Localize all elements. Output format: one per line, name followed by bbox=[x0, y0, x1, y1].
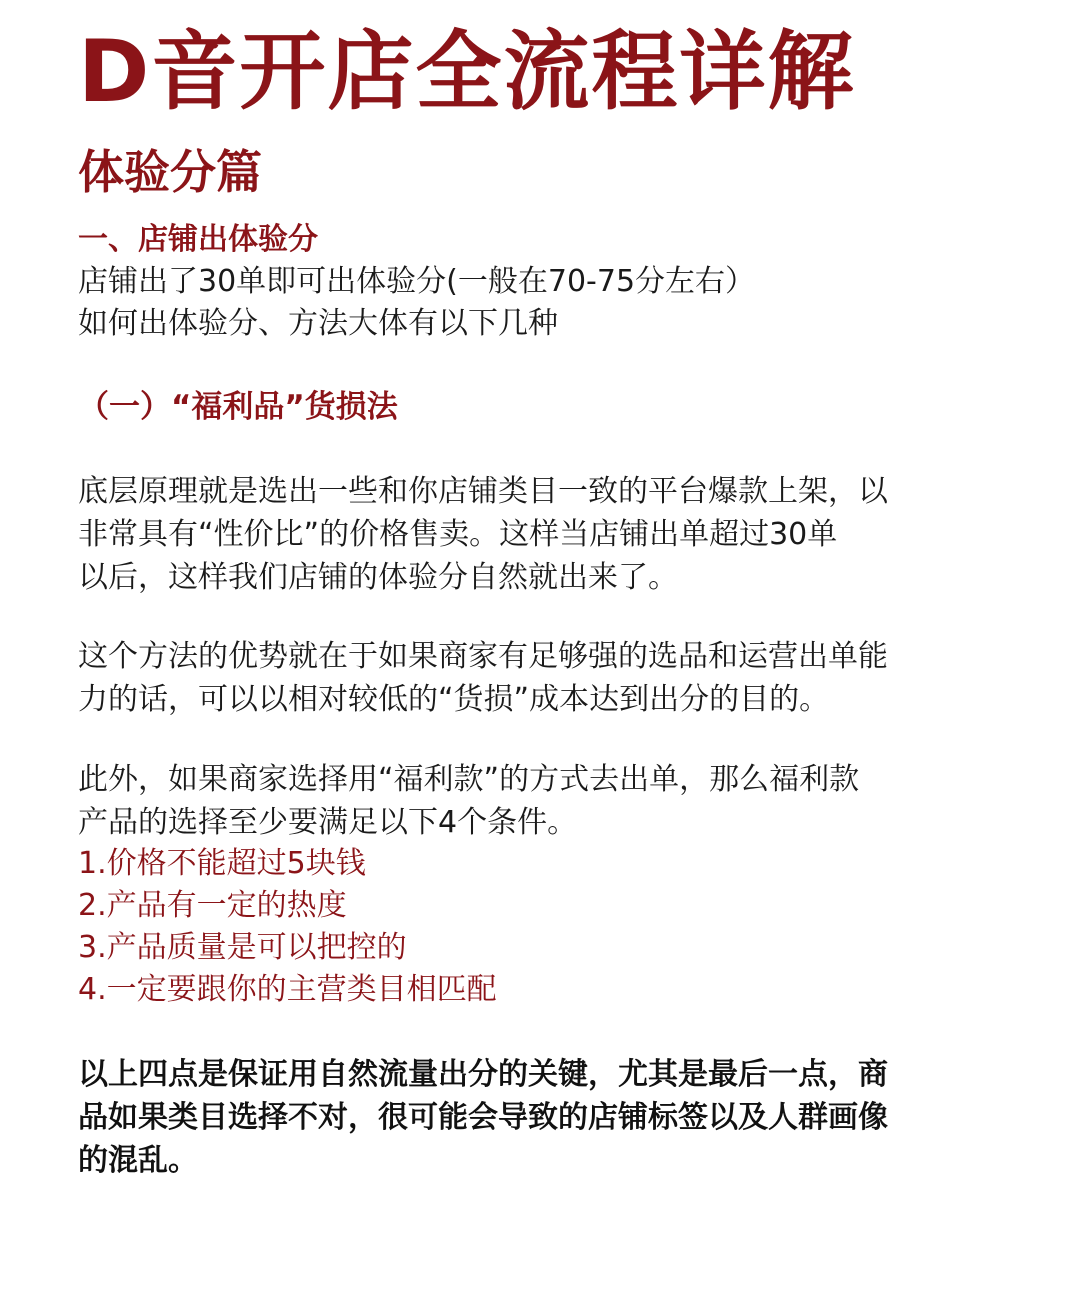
page-subtitle: 体验分篇 bbox=[78, 145, 262, 199]
paragraph-line: 这个方法的优势就在于如果商家有足够强的选品和运营出单能 bbox=[78, 639, 888, 674]
summary-line: 以上四点是保证用自然流量出分的关键，尤其是最后一点，商 bbox=[78, 1057, 888, 1092]
summary-line: 的混乱。 bbox=[78, 1143, 198, 1178]
summary-line: 品如果类目选择不对，很可能会导致的店铺标签以及人群画像 bbox=[78, 1100, 888, 1135]
condition-item: 1.价格不能超过5块钱 bbox=[78, 846, 366, 881]
paragraph-line: 以后，这样我们店铺的体验分自然就出来了。 bbox=[78, 560, 678, 595]
condition-item: 4.一定要跟你的主营类目相匹配 bbox=[78, 972, 497, 1007]
paragraph-line: 产品的选择至少要满足以下4个条件。 bbox=[78, 805, 578, 840]
paragraph-advantage bbox=[78, 635, 1008, 721]
condition-item: 2.产品有一定的热度 bbox=[78, 888, 347, 923]
paragraph-line: 力的话，可以以相对较低的“货损”成本达到出分的目的。 bbox=[78, 682, 830, 717]
paragraph-principle bbox=[78, 470, 1008, 599]
paragraph-line: 此外，如果商家选择用“福利款”的方式去出单，那么福利款 bbox=[78, 762, 860, 797]
page-title: D音开店全流程详解 bbox=[78, 22, 856, 122]
paragraph-conditions-intro bbox=[78, 758, 1008, 844]
intro-line: 店铺出了30单即可出体验分(一般在70-75分左右） bbox=[78, 264, 756, 299]
condition-item: 3.产品质量是可以把控的 bbox=[78, 930, 407, 965]
method-heading: （一）“福利品”货损法 bbox=[78, 389, 398, 425]
intro-line: 如何出体验分、方法大体有以下几种 bbox=[78, 306, 558, 341]
paragraph-line: 非常具有“性价比”的价格售卖。这样当店铺出单超过30单 bbox=[78, 517, 838, 552]
paragraph-line: 底层原理就是选出一些和你店铺类目一致的平台爆款上架，以 bbox=[78, 474, 888, 509]
section-heading: 一、店铺出体验分 bbox=[78, 222, 318, 257]
summary-paragraph bbox=[78, 1053, 1008, 1182]
